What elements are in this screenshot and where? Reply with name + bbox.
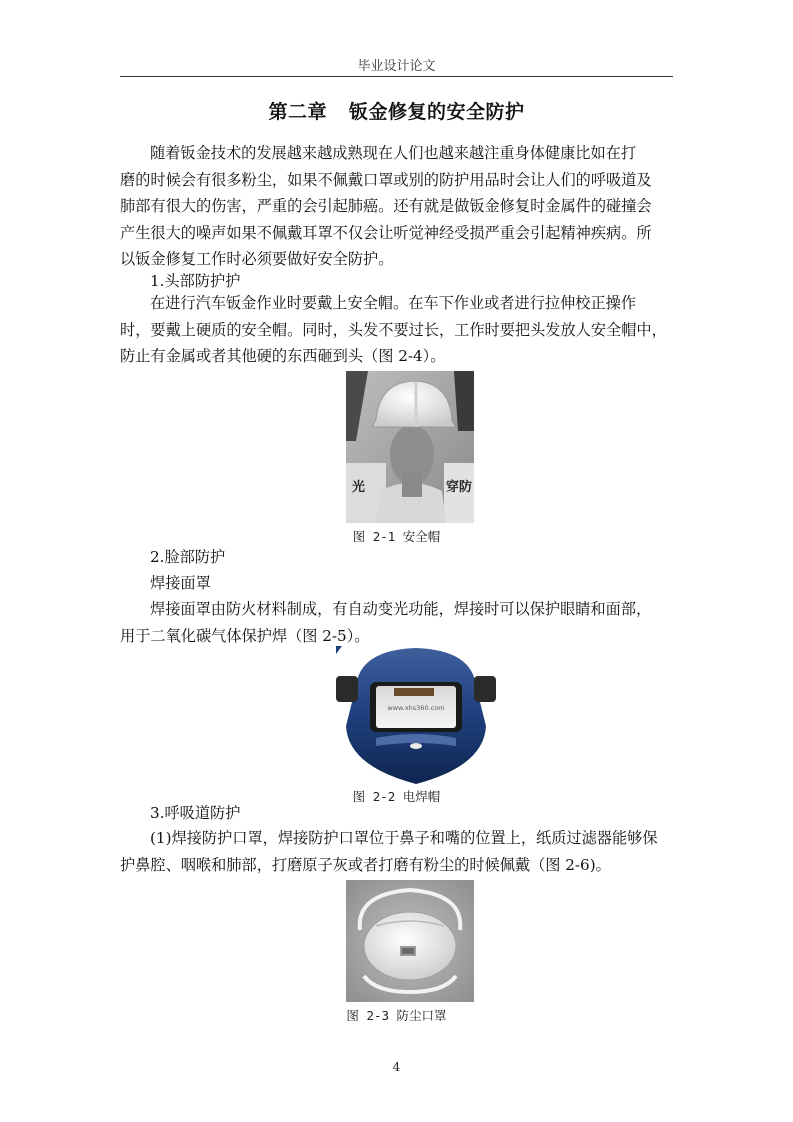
paragraph-line: 防止有金属或者其他硬的东西砸到头（图 2-4）。 xyxy=(120,347,446,365)
paragraph-line: 时，要戴上硬质的安全帽。同时，头发不要过长，工作时要把头发放人安全帽中， xyxy=(120,320,667,339)
respiratory-protection-paragraph xyxy=(120,825,680,878)
figure-caption-dust-mask: 图 2-3 防尘口罩 xyxy=(346,1008,447,1023)
paragraph-line: 焊接面罩由防火材料制成，有自动变光功能，焊接时可以保护眼睛和面部， xyxy=(150,600,652,618)
paragraph-line: 护鼻腔、咽喉和肺部，打磨原子灰或者打磨有粉尘的时候佩戴（图 2-6)。 xyxy=(120,855,611,874)
head-protection-paragraph xyxy=(120,290,680,370)
section-heading-respiratory-protection: 3.呼吸道防护 xyxy=(150,804,241,822)
paragraph-line: 在进行汽车钣金作业时要戴上安全帽。在车下作业或者进行拉伸校正操作 xyxy=(150,294,636,312)
safety-helmet-photo xyxy=(346,371,474,523)
paragraph-line: 用于二氧化碳气体保护焊（图 2-5）。 xyxy=(120,626,370,645)
figure-caption-helmet: 图 2-1 安全帽 xyxy=(352,529,441,544)
figure-caption-welding-helmet: 图 2-2 电焊帽 xyxy=(352,789,441,804)
section-heading-head-protection: 1.头部防护护 xyxy=(150,272,241,290)
running-header: 毕业设计论文 xyxy=(357,59,436,74)
chapter-title xyxy=(0,97,793,124)
dust-mask-photo xyxy=(346,880,474,1002)
intro-line: 产生很大的噪声如果不佩戴耳罩不仅会让听觉神经受损严重会引起精神疾病。所 xyxy=(120,223,652,242)
intro-line: 磨的时候会有很多粉尘，如果不佩戴口罩或别的防护用品时会让人们的呼吸道及 xyxy=(120,170,652,189)
figure-sign-text-left: 光 xyxy=(352,480,366,495)
intro-line: 以钣金修复工作时必须要做好安全防护。 xyxy=(120,250,394,268)
intro-line: 随着钣金技术的发展越来越成熟现在人们也越来越注重身体健康比如在打 xyxy=(150,144,636,162)
header-rule xyxy=(120,76,673,77)
intro-line: 肺部有很大的伤害，严重的会引起肺癌。还有就是做钣金修复时金属件的碰撞会 xyxy=(120,197,652,215)
face-protection-paragraph xyxy=(120,596,680,649)
subheading-welding-mask: 焊接面罩 xyxy=(150,574,211,592)
paragraph-line: (1)焊接防护口罩，焊接防护口罩位于鼻子和嘴的位置上，纸质过滤器能够保 xyxy=(150,829,658,847)
chapter-number: 第二章 xyxy=(268,101,327,123)
section-heading-face-protection: 2.脸部防护 xyxy=(150,548,226,566)
chapter-name: 钣金修复的安全防护 xyxy=(349,101,525,123)
welding-helmet-screen-text: www.xhs360.com xyxy=(387,704,445,712)
welding-helmet-photo xyxy=(336,646,496,784)
figure-sign-text-right: 穿防 xyxy=(446,480,473,495)
page-number: 4 xyxy=(392,1060,401,1074)
intro-paragraph xyxy=(120,140,680,273)
